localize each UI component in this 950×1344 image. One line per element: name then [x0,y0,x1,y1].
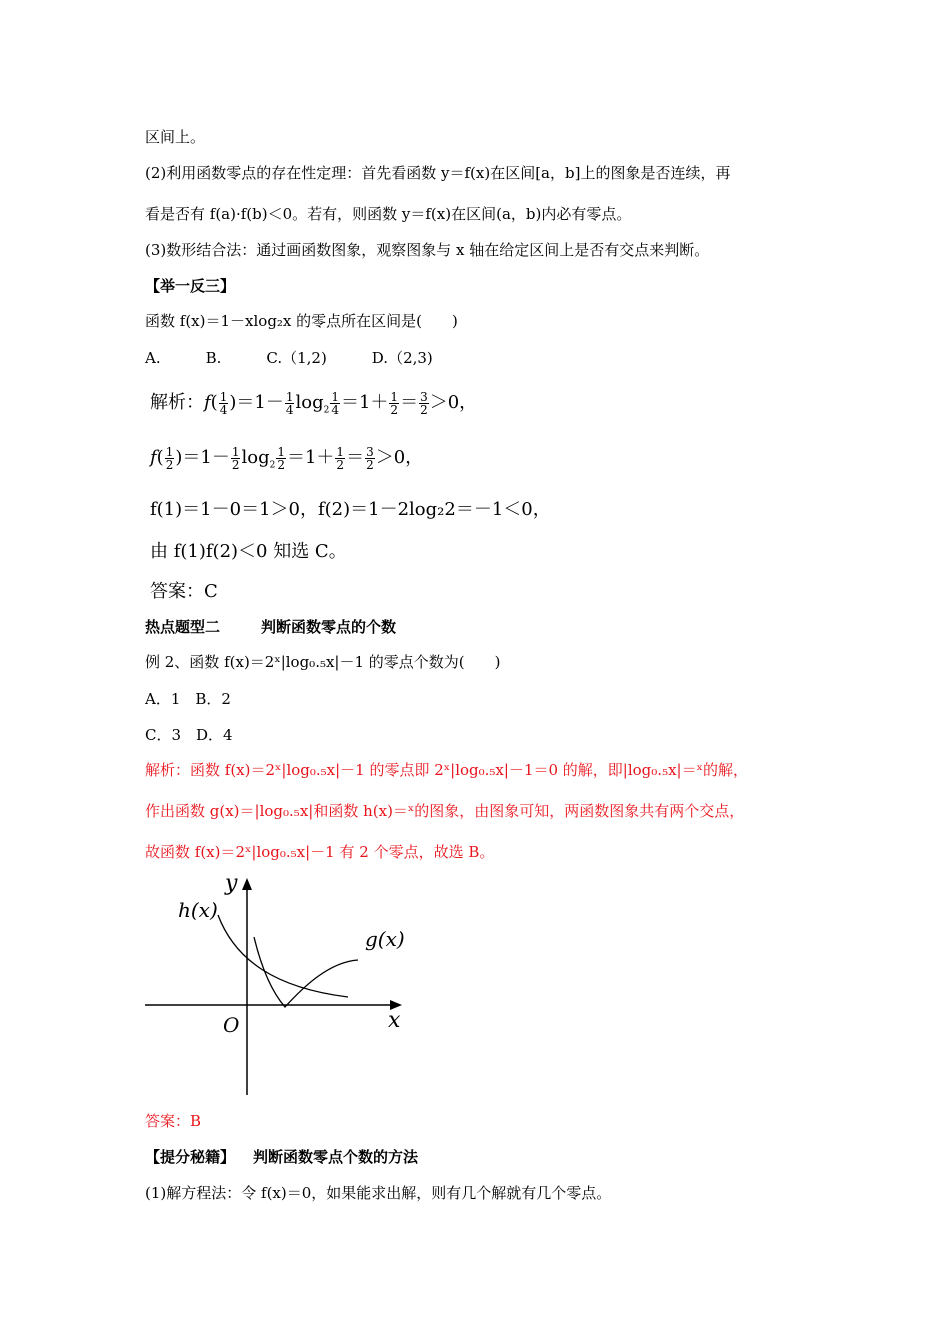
section-heading-a: 热点题型二 [145,618,221,636]
text-line: (3)数形结合法：通过画函数图象，观察图象与 x 轴在给定区间上是否有交点来判断。 [145,241,710,259]
text-line: 看是否有 f(a)·f(b)＜0。若有，则函数 y＝f(x)在区间(a，b)内必有零点。 [145,205,632,223]
solution-answer: 答案：C [150,581,218,602]
analysis-line: 解析：函数 f(x)＝2ˣ|log₀.₅x|－1 的零点即 2ˣ|log₀.₅x|－1＝0 的解，即|log₀.₅x|＝ˣ的解， [145,761,748,779]
analysis-line: 作出函数 g(x)＝|log₀.₅x|和函数 h(x)＝ˣ的图象，由图象可知，两函数图象共有两个交点， [145,802,745,820]
options-text: A．1 B．2 [145,690,231,708]
section-heading-b: 判断函数零点的个数 [261,618,397,636]
x-axis-label: x [388,1008,401,1033]
solution-line-4: 由 f(1)f(2)＜0 知选 C。 [150,541,347,562]
h-label: h(x) [178,898,218,922]
method-text: (1)解方程法：令 f(x)＝0，如果能求出解，则有几个解就有几个零点。 [145,1184,612,1202]
y-axis-label: y [225,871,238,896]
question-text: 函数 f(x)＝1－xlog₂x 的零点所在区间是( ) [145,312,458,330]
y-axis-arrow [242,878,252,890]
options-text: A. B. C.（1,2) D.（2,3) [145,349,433,367]
text-line: 区间上。 [145,128,206,146]
function-graph [140,870,415,1100]
solution-line-3: f(1)＝1－0＝1＞0，f(2)＝1－2log₂2＝－1＜0， [150,499,551,520]
solution-label: 解析： [150,392,204,413]
answer-text: 答案：B [145,1112,202,1130]
options-text: C．3 D．4 [145,726,233,744]
h-curve [218,915,348,997]
section-heading-b: 判断函数零点个数的方法 [253,1148,419,1166]
text-line: (2)利用函数零点的存在性定理：首先看函数 y＝f(x)在区间[a，b]上的图象是否连续，再 [145,164,731,182]
question-text: 例 2、函数 f(x)＝2ˣ|log₀.₅x|－1 的零点个数为( ) [145,653,501,671]
origin-label: O [223,1013,240,1037]
solution-line-1: 解析：f( $\frac{1}{4}$ )＝1－ $\frac{1}{4}$ $\log_2$ $\frac{1}{4}$ ＝1＋ $\frac{1}{2}$ ＝ $\frac{3}{2}$ ＞0， [150,389,478,417]
analysis-line: 故函数 f(x)＝2ˣ|log₀.₅x|－1 有 2 个零点，故选 B。 [145,843,495,861]
section-heading-a: 【提分秘籍】 [145,1148,236,1166]
solution-line-2: f( $\frac{1}{2}$ )＝1－ $\frac{1}{2}$ $\log_2$ $\frac{1}{2}$ ＝1＋ $\frac{1}{2}$ ＝ $\frac{3}{2}$ ＞0， [150,444,424,472]
section-heading: 【举一反三】 [145,277,236,295]
g-label: g(x) [365,927,405,951]
